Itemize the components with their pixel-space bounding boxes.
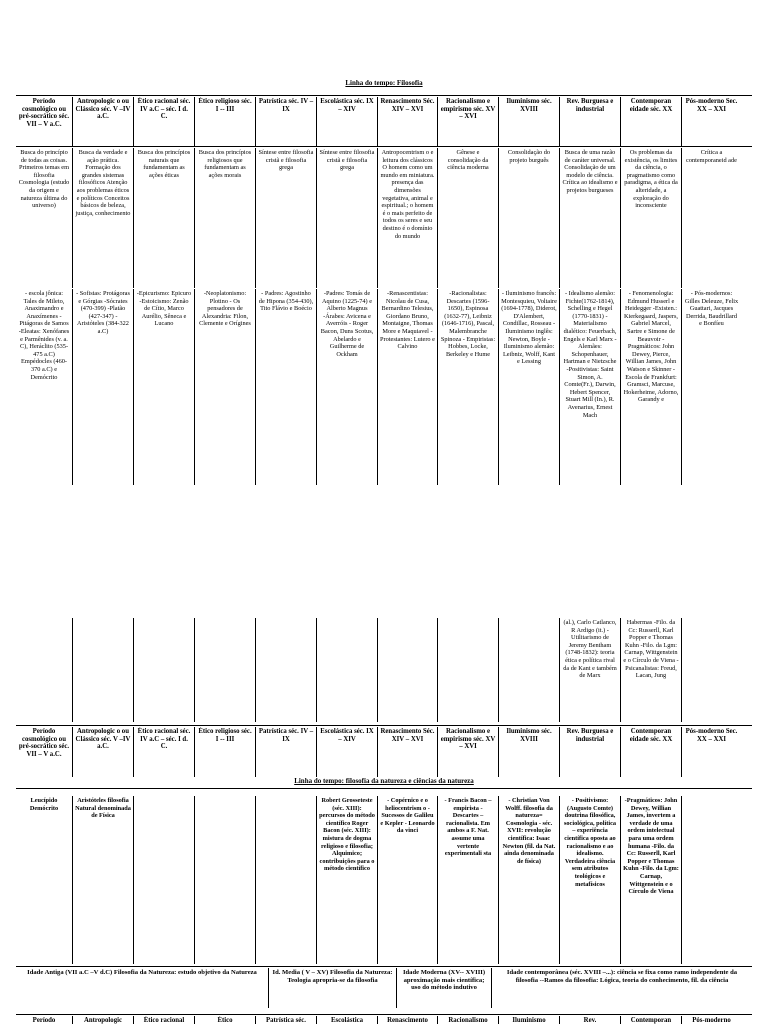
continuation-cell [16, 618, 72, 722]
period-description: Gênese e consolidação da ciência moderna [437, 148, 498, 288]
period-thinkers: - Fenomenologia: Edmund Husserl e Heidegger -Existen.: Kierkegaard, Jaspers, Gabriel Marcel, Sartre e Simone de Beauvoir -Pragmáticos: John Dewey, Pierce, Willian James, John Watson e Skinner - Escola de Frankfurt: Gramsci, Marcuse, Hokerheime, Adorno, Garandy e [620, 289, 681, 485]
period-header: Racionalismo e empirismo séc. XV – XVI [437, 97, 498, 147]
period-header: Rev. Burguesa e industrial [559, 97, 620, 147]
repeat-period-header: Pós-moderno Sec. XX – XXI [681, 727, 741, 777]
nature-cell: - Christian Von Wolff. filosofia da natureza= Cosmologia - séc. XVII: revolução científica: Isaac Newton (fil. da Nat. ainda denominada de física) [498, 796, 559, 964]
cutoff-header: Racionalismo [437, 1016, 498, 1024]
period-thinkers: - Padres: Agostinho de Hipona (354-430), Tito Flávio e Boécio [255, 289, 316, 485]
repeat-period-header: Contemporan eidade séc. XX [620, 727, 681, 777]
period-description: Antropocentrism o e leitura dos clássicos O homem como um mundo em miniatura. presença das dimensões vegetativa, animal e espiritual.; o homem é o mais perfeito de todos os seres e seu destino é o domínio do mundo [377, 148, 437, 288]
continuation-contemporary-cell: Habermas -Filo. da Cc: Russerll, Karl Popper e Thomas Kuhn -Filo. da Lgm: Carnap, Wittgenstein e o Círculo de Viena -Psicanalistas: Freud, Lacan, Jung [620, 618, 681, 722]
cutoff-header-rule [16, 1014, 752, 1015]
cutoff-header: Patrística séc. [255, 1016, 316, 1024]
nature-cell: -Pragmáticos: John Dewey, Willian James, invertem a verdade de uma ordem intelectual para uma ordem humana -Filo. da Cc: Russerll, Karl Popper e Thomas Kuhn -Filo. da Lgm: Carnap, Wittgenstein e o Círculo de Viena [620, 796, 681, 964]
period-thinkers: - escola jônica: Tales de Mileto, Anaximandro e Anaxímenes - Pitágoras de Samos -Eleatas: Xenófanes e Parmênides (v. a. C), Heráclito (535-475 a.C) Empédocles (460-370 a.C) e Demócrito [18, 290, 70, 381]
period-header: Iluminismo séc. XVIII [498, 97, 559, 147]
repeat-period-header-row [16, 727, 752, 777]
nature-cell: Robert Grosseteste (séc. XIII): percursos do método científico Roger Bacon (séc. XIII): mistura de dogma religioso e filosofia; Alquimico; contribuições para o método científico [316, 796, 377, 964]
cutoff-header: Antropologic [72, 1016, 133, 1024]
repeat-period-header: Período cosmológico ou pré-socrático séc. VII – V a.C. [18, 728, 70, 758]
continuation-cell [377, 618, 437, 722]
continuation-cell [255, 618, 316, 722]
nature-timeline-title: Linha do tempo: filosofia da natureza e ciências da natureza [294, 777, 474, 785]
cutoff-header: Período [32, 1017, 56, 1024]
continuation-cell [72, 618, 133, 722]
period-description: Busca da verdade e ação prática. Formação dos grandes sistemas filosóficos Atenção aos problemas éticos e políticos Conceitos básicos de beleza, justiça, conhecimento [72, 148, 133, 288]
era-ancient: Idade Antiga (VII a.C –V d.C) Filosofia da Natureza: estudo objetivo da Natureza [27, 969, 257, 976]
period-description: Síntese entre filosofia cristã e filosofia grega [316, 148, 377, 288]
cutoff-header: Pós-moderno [681, 1016, 741, 1024]
cutoff-header: Renascimento [377, 1016, 437, 1024]
period-description: Busca de uma razão de caráter universal. Consolidação de um modelo de ciência. Crítica ao idealismo e projetos burgueses [559, 148, 620, 288]
continuation-cell [194, 618, 255, 722]
continuation-cell [316, 618, 377, 722]
period-description: Consolidação do projeto burguês [498, 148, 559, 288]
nature-cell [133, 796, 194, 964]
cutoff-header-row [16, 1016, 752, 1024]
era-modern: Idade Moderna (XV-- XVIII) aproximação mais científica; uso do método indutivo [396, 968, 491, 1008]
period-thinkers: - Pós-modernos: Gilles Deleuze, Felix Guattari, Jacques Derrida, Baudrillard e Bonfíeu [681, 289, 741, 485]
page-break [0, 520, 768, 618]
cutoff-header: Ético [194, 1016, 255, 1024]
era-row [16, 968, 752, 1008]
period-header: Ético religioso séc. I -- III [194, 97, 255, 147]
era-medieval: Id. Media ( V – XV) Filosofia da Natureza: Teologia apropria-se da filosofia [268, 968, 396, 1008]
continuation-rev-cell: (al.), Carlo Catlanco, R Ardigo (it.) -Utilitarismo de Jeremy Bentham (1748-1832): teoria ética e política rival da de Kant e também de Marx [559, 618, 620, 722]
repeat-period-header: Patrística séc. IV – IX [255, 727, 316, 777]
continuation-cell [681, 618, 741, 722]
period-thinkers: -Renascentistas: Nicolau de Cusa, Bernardino Telesius, Giordano Bruno, Montaigne, Thomas More e Maquiavel - Protestantes: Lutero e Calvino [377, 289, 437, 485]
cutoff-header: Contemporan [620, 1016, 681, 1024]
thinkers-row [16, 289, 752, 485]
repeat-period-header: Renascimento Séc. XIV – XVI [377, 727, 437, 777]
repeat-period-header: Iluminismo séc. XVIII [498, 727, 559, 777]
cutoff-header: Ético racional [133, 1016, 194, 1024]
continuation-cell [498, 618, 559, 722]
period-header-row [16, 97, 752, 147]
nature-cell: - Positivismo: (Augusto Comte) doutrina filosófica, sociológica, política – experiência científica oposta ao racionalismo e ao idealismo. Verdadeira ciência sem atributos teológicos e metafísicos [559, 796, 620, 964]
nature-cell: - Copérnico e o heliocentrism o -Sucessos de Galileu e Kepler - Leonardo da vinci [377, 796, 437, 964]
nature-cell: - Francis Bacon – empirista - Descartes – racionalista. Em ambos a F. Nat. assume uma vertente experimentali sta [437, 796, 498, 964]
repeat-period-header: Ético religioso séc. I -- III [194, 727, 255, 777]
period-header: Pós-moderno Sec. XX – XXI [681, 97, 741, 147]
period-description: Os problemas da existência, os limites da ciência, o pragmatismo como paradigma, a ética da alteridade, a exploração do inconsciente [620, 148, 681, 288]
period-description: Crítica a contemporaneid ade [681, 148, 741, 288]
period-description: Busca do princípio de todas as coisas. Primeiros temas em filosofia Cosmologia (estudo da origem e natureza última do universo) [18, 149, 70, 210]
period-header: Contemporan eidade séc. XX [620, 97, 681, 147]
period-thinkers: -Padres: Tomás de Aquino (1225-74) e Alberto Magnus -Árabes: Avicena e Averróis - Roger Bacon, Duns Scotus, Abelardo e Guilherme de Ockham [316, 289, 377, 485]
repeat-header-top-rule [16, 725, 752, 726]
period-thinkers: - Idealismo alemão: Fichte(1762-1814), Schelling e Hegel (1770-1831) -Materialismo dialético: Feuerbach, Engels e Karl Marx -Alemães: Schopenhauer, Hartman e Nietzsche -Positivistas: Saint Simon, A. Comte(Fr.), Darwin, Hebert Spencer, Stuart Mill (In.), R. Avenarius, Ernest Mach [559, 289, 620, 485]
continuation-cell [133, 618, 194, 722]
period-header: Ético racional séc. IV a.C – séc. I d. C. [133, 97, 194, 147]
cutoff-header: Rev. [559, 1016, 620, 1024]
nature-cell: Aristóteles filosofia Natural denominada de Física [72, 796, 133, 964]
repeat-period-header: Racionalismo e empirismo séc. XV – XVI [437, 727, 498, 777]
nature-row [16, 796, 752, 964]
continuation-cell [437, 618, 498, 722]
period-header: Renascimento Séc. XIV – XVI [377, 97, 437, 147]
table-top-rule [16, 95, 752, 96]
philosophy-timeline-title: Linha do tempo: Filosofia [345, 79, 423, 87]
nature-cell [681, 796, 741, 964]
period-header: Patrística séc. IV – IX [255, 97, 316, 147]
period-header: Antropologic o ou Clássico séc. V –IV a.C. [72, 97, 133, 147]
cutoff-header: Escolástica [316, 1016, 377, 1024]
header-bottom-rule [16, 146, 752, 147]
repeat-period-header: Ético racional séc. IV a.C – séc. I d. C. [133, 727, 194, 777]
page-two [0, 618, 768, 1024]
cutoff-header: Iluminismo [498, 1016, 559, 1024]
nature-cell: Leucípido Demócrito [29, 797, 59, 812]
repeat-period-header: Antropologic o ou Clássico séc. V –IV a.C. [72, 727, 133, 777]
nature-table-top-rule [16, 788, 752, 789]
period-thinkers: -Neoplatonismo: Plotino - Os pensadores de Alexandria: Filon, Clemente e Orígines [194, 289, 255, 485]
repeat-period-header: Escolástica séc. IX – XIV [316, 727, 377, 777]
period-header: Escolástica séc. IX – XIV [316, 97, 377, 147]
period-description: Síntese entre filosofia cristã e filosofia grega [255, 148, 316, 288]
era-top-rule [16, 966, 752, 967]
period-header: Período cosmológico ou pré-socrático séc. VII – V a.C. [18, 98, 70, 128]
period-thinkers: -Epicurismo: Epicuro -Estoicismo: Zenão de Cítio, Marco Aurélio, Sêneca e Lucano [133, 289, 194, 485]
era-contemporary: Idade contemporânea (séc. XVIII –...): ciência se fixa como ramo independente da filosofia --Ramos da filosofia: Lógica, teoria do conhecimento, fil. da ciência [491, 968, 752, 1008]
nature-cell [255, 796, 316, 964]
period-thinkers: - Iluminismo francês: Montesquieu, Voltaire (1694-1778), Diderot, D'Alembert, Condillac, Rosseau - Iluminismo inglês: Newton, Boyle - Iluminismo alemão: Leibniz, Wolff, Kant e Lessing [498, 289, 559, 485]
period-description: Busca dos princípios naturais que fundamentam as ações éticas [133, 148, 194, 288]
period-thinkers: - Sofistas: Protágoras e Górgias -Sócrates (470-399) -Platão (427-347) -Aristóteles (384-322 a.C) [72, 289, 133, 485]
period-description: Busca dos princípios religiosos que fundamentam as ações morais [194, 148, 255, 288]
description-row [16, 148, 752, 288]
nature-cell [194, 796, 255, 964]
period-thinkers: -Racionalistas: Descartes (1596-1650), Espinosa (1632-77), Leibniz (1646-1716), Pascal, Malembranche Spinoza - Empiristas: Hobbes, Locke, Berkeley e Hume [437, 289, 498, 485]
continuation-row [16, 618, 752, 722]
repeat-period-header: Rev. Burguesa e industrial [559, 727, 620, 777]
